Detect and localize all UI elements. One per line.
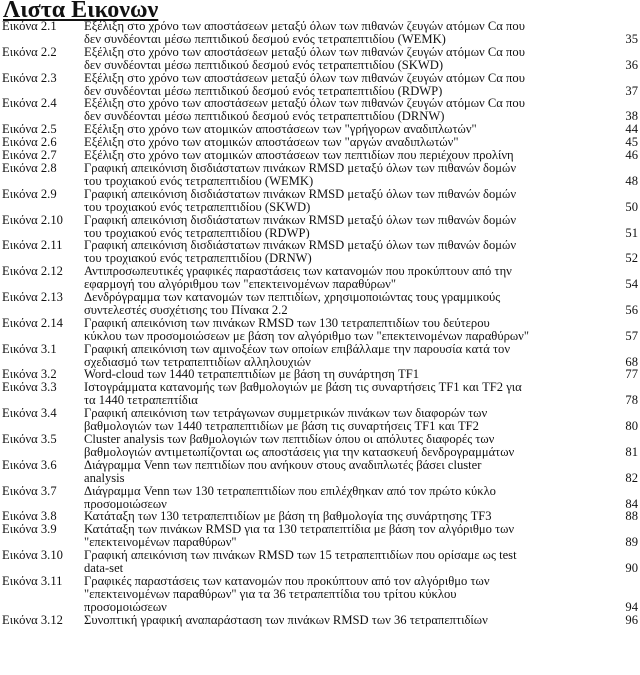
figure-caption-line: δεν συνδέονται μέσω πεπτιδικού δεσμού ενός τετραπεπτιδίου (RDWP) [84, 84, 443, 98]
figure-caption-line: Εξέλιξη στο χρόνο των ατομικών αποστάσεων των "γρήγορων αναδιπλωτών" [84, 123, 477, 137]
figure-caption-line: analysis [84, 471, 125, 485]
figure-entry[interactable] [0, 459, 640, 485]
figure-caption-line: Γραφική απεικόνιση των αμινοξέων των οποίων επιβάλλαμε την παρουσία κατά τον [84, 342, 511, 356]
figure-entry[interactable] [0, 72, 640, 98]
figure-label: Εικόνα 2.2 [2, 44, 57, 59]
figure-entry[interactable] [0, 381, 640, 407]
figure-entry[interactable] [0, 136, 640, 149]
figure-caption-line: Εξέλιξη στο χρόνο των ατομικών αποστάσεων των πεπτιδίων που περιέχουν προλίνη [84, 149, 514, 162]
figure-caption [84, 136, 616, 149]
figure-caption-line: προσομοιώσεων [84, 497, 167, 511]
figure-caption-line: Διάγραμμα Venn των 130 τετραπεπτιδίων που επιλέχθηκαν από τον πρώτο κύκλο [84, 484, 496, 498]
figure-page-number: 81 [625, 444, 638, 459]
figure-entry[interactable] [0, 317, 640, 343]
figure-caption [84, 291, 616, 317]
figure-caption [84, 510, 616, 523]
figure-page-number: 57 [625, 328, 638, 343]
figure-caption [84, 97, 616, 123]
figure-label: Εικόνα 2.7 [2, 148, 57, 163]
figure-entry[interactable] [0, 291, 640, 317]
figure-page-number: 90 [625, 561, 638, 576]
figure-page-number: 54 [625, 277, 638, 292]
figure-label: Εικόνα 3.10 [2, 548, 63, 563]
figure-page-number: 56 [625, 302, 638, 317]
figure-label: Εικόνα 2.13 [2, 290, 63, 305]
figure-caption [84, 239, 616, 265]
figure-page-number: 80 [625, 419, 638, 434]
figure-caption-line: Γραφική απεικόνιση δισδιάστατων πινάκων RMSD μεταξύ όλων των πιθανών δομών [84, 213, 517, 227]
figure-entry[interactable] [0, 214, 640, 240]
figure-caption-line: του τροχιακού ενός τετραπεπτιδίου (DRNW) [84, 252, 312, 266]
figure-caption-line: Εξέλιξη στο χρόνο των αποστάσεων μεταξύ όλων των πιθανών ζευγών ατόμων Cα που [84, 45, 525, 59]
figure-page-number: 89 [625, 535, 638, 550]
figure-page-number: 77 [625, 367, 638, 382]
figure-caption [84, 214, 616, 240]
figure-entry[interactable] [0, 407, 640, 433]
page-title: Λιστα Εικονων [3, 0, 159, 23]
figure-entry[interactable] [0, 614, 640, 627]
figure-caption-line: Ιστογράμματα κατανομής των βαθμολογιών με βάση τις συναρτήσεις TF1 και TF2 για [84, 381, 522, 395]
figure-caption [84, 149, 616, 162]
figure-caption [84, 46, 616, 72]
figure-caption-line: Cluster analysis των βαθμολογιών των πεπτιδίων όπου οι απόλυτες διαφορές των [84, 433, 495, 446]
figure-caption [84, 523, 616, 549]
figure-caption-line: data-set [84, 562, 124, 575]
figure-label: Εικόνα 2.9 [2, 186, 57, 201]
figure-caption-line: του τροχιακού ενός τετραπεπτιδίου (WEMK) [84, 174, 314, 188]
figure-caption [84, 614, 616, 627]
figure-entry[interactable] [0, 485, 640, 511]
figure-caption-line: εφαρμογή του αλγόριθμου των "επεκτεινομένων παραθύρων" [84, 278, 396, 292]
figure-label: Εικόνα 2.11 [2, 238, 63, 253]
figure-caption-line: Δενδρόγραμμα των κατανομών των πεπτιδίων, χρησιμοποιώντας τους γραμμικούς [84, 291, 501, 304]
figure-page-number: 84 [625, 496, 638, 511]
figure-label: Εικόνα 2.1 [2, 19, 57, 33]
figure-entry[interactable] [0, 368, 640, 381]
figure-caption [84, 265, 616, 291]
figure-label: Εικόνα 2.6 [2, 135, 57, 150]
figure-caption-line: Εξέλιξη στο χρόνο των αποστάσεων μεταξύ όλων των πιθανών ζευγών ατόμων Cα που [84, 97, 525, 111]
figure-label: Εικόνα 3.3 [2, 380, 57, 395]
figure-caption-line: Κατάταξη των πινάκων RMSD για τα 130 τετραπεπτίδια με βάση τον αλγόριθμο των [84, 523, 515, 537]
figure-caption [84, 381, 616, 407]
figure-page-number: 96 [625, 612, 638, 627]
figure-label: Εικόνα 2.5 [2, 122, 57, 137]
figure-label: Εικόνα 2.8 [2, 160, 57, 175]
figure-caption-line: Γραφικές παραστάσεις των κατανομών που προκύπτουν από τον αλγόριθμο των [84, 574, 490, 588]
figure-label: Εικόνα 2.12 [2, 264, 63, 279]
figure-page-number: 82 [625, 470, 638, 485]
figure-page-number: 37 [625, 83, 638, 98]
figure-page-number: 94 [625, 599, 638, 614]
figure-caption-line: Γραφική απεικόνιση των πινάκων RMSD των 15 τετραπεπτιδίων που ορίσαμε ως test [84, 549, 517, 563]
figure-page-number: 35 [625, 31, 638, 46]
figure-label: Εικόνα 2.14 [2, 315, 63, 330]
figure-caption-line: τα 1440 τετραπεπτίδια [84, 394, 198, 408]
figure-label: Εικόνα 3.2 [2, 367, 57, 382]
figure-caption-line: δεν συνδέονται μέσω πεπτιδικού δεσμού ενός τετραπεπτιδίου (DRNW) [84, 110, 445, 124]
figure-caption [84, 407, 616, 433]
figure-page-number: 44 [625, 122, 638, 137]
figure-caption [84, 459, 616, 485]
figure-page-number: 68 [625, 354, 638, 369]
figure-caption-line: Word-cloud των 1440 τετραπεπτιδίων με βάση τη συνάρτηση TF1 [84, 368, 419, 382]
figure-caption-line: δεν συνδέονται μέσω πεπτιδικού δεσμού ενός τετραπεπτιδίου (SKWD) [84, 58, 444, 72]
figure-caption-line: Γραφική απεικόνιση των τετράγωνων συμμετρικών πινάκων των διαφορών των [84, 407, 488, 421]
figure-label: Εικόνα 2.3 [2, 70, 57, 85]
figure-entry[interactable] [0, 188, 640, 214]
figure-caption [84, 123, 616, 136]
figure-caption-line: Εξέλιξη στο χρόνο των ατομικών αποστάσεων των "αργών αναδιπλωτών" [84, 136, 459, 150]
figure-caption-line: δεν συνδέονται μέσω πεπτιδικού δεσμού ενός τετραπεπτιδίου (WEMK) [84, 32, 446, 46]
figure-caption-line: Γραφική απεικόνιση δισδιάστατων πινάκων RMSD μεταξύ όλων των πιθανών δομών [84, 187, 517, 201]
figure-caption [84, 575, 616, 614]
figure-caption-line: του τροχιακού ενός τετραπεπτιδίου (RDWP) [84, 226, 310, 240]
figure-label: Εικόνα 3.5 [2, 432, 57, 446]
figure-page-number: 78 [625, 393, 638, 408]
figure-label: Εικόνα 3.8 [2, 509, 57, 524]
figure-caption-line: σχεδιασμό των τετραπεπτιδίων αλληλουχιών [84, 355, 311, 369]
figure-caption-line: Κατάταξη των 130 τετραπεπτιδίων με βάση τη βαθμολογία της συνάρτησης TF3 [84, 510, 492, 524]
figure-caption-line: Εξέλιξη στο χρόνο των αποστάσεων μεταξύ όλων των πιθανών ζευγών ατόμων Cα που [84, 71, 525, 85]
figure-page-number: 38 [625, 109, 638, 124]
figure-entry[interactable] [0, 433, 640, 459]
figure-caption [84, 162, 616, 188]
figure-label: Εικόνα 3.7 [2, 483, 57, 498]
figure-entry[interactable] [0, 97, 640, 123]
figure-page-number: 46 [625, 148, 638, 163]
figure-caption-line: συντελεστές συσχέτισης του Πίνακα 2.2 [84, 303, 288, 317]
figure-label: Εικόνα 3.1 [2, 341, 57, 356]
figure-entry[interactable] [0, 46, 640, 72]
figure-caption-line: "επεκτεινομένων παραθύρων" [84, 536, 237, 550]
figure-caption [84, 485, 616, 511]
figure-page-number: 50 [625, 199, 638, 214]
figure-entry[interactable] [0, 239, 640, 265]
figure-page-number: 88 [625, 509, 638, 524]
figure-caption-line: Γραφική απεικόνιση δισδιάστατων πινάκων RMSD μεταξύ όλων των πιθανών δομών [84, 161, 517, 175]
figure-caption [84, 188, 616, 214]
figure-caption-line: προσομοιώσεων [84, 600, 167, 614]
figure-caption [84, 20, 616, 46]
figure-caption-line: βαθμολογιών των 1440 τετραπεπτιδίων με βάση τις συναρτήσεις TF1 και TF2 [84, 420, 479, 433]
figure-caption-line: Διάγραμμα Venn των πεπτιδίων που ανήκουν στους αναδιπλωτές βάσει cluster [84, 458, 482, 472]
figure-page-number: 48 [625, 173, 638, 188]
figure-caption-line: "επεκτεινομένων παραθύρων" για τα 36 τετραπεπτίδια του τρίτου κύκλου [84, 587, 457, 601]
figure-page-number: 51 [625, 225, 638, 240]
figure-caption-line: Συνοπτική γραφική αναπαράσταση των πινάκων RMSD των 36 τετραπεπτιδίων [84, 613, 488, 627]
figure-caption [84, 317, 616, 343]
figure-label: Εικόνα 3.12 [2, 612, 63, 627]
figure-caption-line: κύκλου των προσομοιώσεων με βάση τον αλγόριθμο των "επεκτεινομένων παραθύρων" [84, 329, 529, 343]
figure-caption [84, 343, 616, 369]
figure-entry[interactable] [0, 123, 640, 136]
figure-label: Εικόνα 3.9 [2, 522, 57, 537]
figure-caption-line: Αντιπροσωπευτικές γραφικές παραστάσεις των κατανομών που προκύπτουν από την [84, 265, 512, 279]
figure-caption-line: του τροχιακού ενός τετραπεπτιδίου (SKWD) [84, 200, 311, 214]
figure-label: Εικόνα 3.4 [2, 406, 57, 421]
figure-page-number: 52 [625, 251, 638, 266]
figure-page-number: 45 [625, 135, 638, 150]
figure-entry[interactable] [0, 523, 640, 549]
figure-caption-line: Γραφική απεικόνιση των πινάκων RMSD των 130 τετραπεπτιδίων του δεύτερου [84, 316, 490, 330]
figure-page-number: 36 [625, 57, 638, 72]
figure-caption-line: Γραφική απεικόνιση δισδιάστατων πινάκων RMSD μεταξύ όλων των πιθανών δομών [84, 239, 517, 253]
figure-caption [84, 368, 616, 381]
figure-entry[interactable] [0, 510, 640, 523]
figure-list [0, 20, 640, 627]
figure-label: Εικόνα 3.6 [2, 457, 57, 472]
figure-label: Εικόνα 2.10 [2, 212, 63, 227]
figure-label: Εικόνα 3.11 [2, 573, 63, 588]
figure-caption [84, 549, 616, 575]
figure-entry[interactable] [0, 162, 640, 188]
figure-entry[interactable] [0, 549, 640, 575]
figure-entry[interactable] [0, 343, 640, 369]
figure-entry[interactable] [0, 575, 640, 614]
figure-entry[interactable] [0, 20, 640, 46]
figure-caption-line: Εξέλιξη στο χρόνο των αποστάσεων μεταξύ όλων των πιθανών ζευγών ατόμων Cα που [84, 20, 525, 33]
figure-caption-line: βαθμολογιών αντιμετωπίζονται ως αποστάσεις για την κατασκευή δενδρογραμμάτων [84, 445, 515, 459]
figure-entry[interactable] [0, 149, 640, 162]
figure-entry[interactable] [0, 265, 640, 291]
figure-caption [84, 72, 616, 98]
figure-label: Εικόνα 2.4 [2, 96, 57, 111]
figure-caption [84, 433, 616, 459]
